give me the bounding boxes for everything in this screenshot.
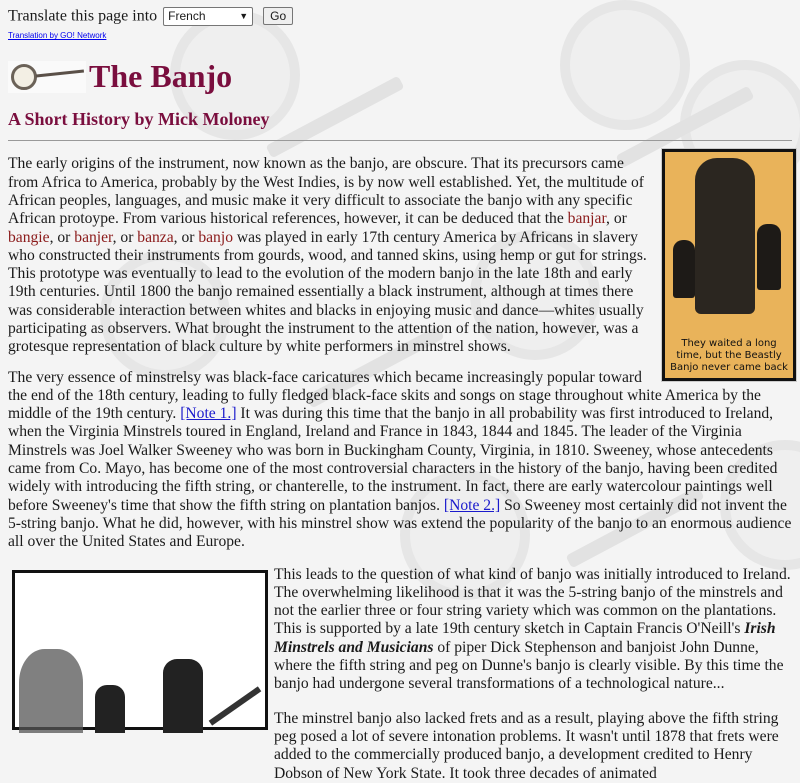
book-title: Irish Minstrels and Musicians: [274, 620, 776, 656]
term-bangie: bangie: [8, 228, 50, 246]
go-button[interactable]: Go: [263, 7, 293, 25]
page-title: The Banjo: [89, 58, 233, 95]
divider: [8, 140, 792, 141]
lower-text: [274, 566, 792, 783]
translate-bar: [8, 0, 792, 46]
banjo-icon: [8, 61, 86, 93]
translate-label: Translate this page into: [8, 7, 158, 25]
beastly-banjo-illustration: [662, 149, 796, 381]
term-banjer: banjer: [74, 228, 113, 246]
title-row: [8, 58, 792, 95]
lower-section: [8, 566, 792, 783]
translation-credit-link[interactable]: Translation by GO! Network: [8, 31, 107, 41]
paragraph-minstrelsy: The very essence of minstrelsy was black-face caricatures which became increasingly popular toward the end of the 18th century, leading to fully fledged black-face skits and songs on stage throughout white America by the middle of the 19th century. [Note 1.] It was during this time that the banjo in all probability was first introduced to Ireland, when the Virginia Minstrels toured in England, Ireland and France in 1843, 1844 and 1845. The leader of the Virginia Minstrels was Joel Walker Sweeney who was born in Buckingham County, Virginia, in 1810. Sweeney, whose antecedents came from Co. Mayo, has become one of the most controversial characters in the history of the banjo, having been credited widely with introducing the fifth string, or chanterelle, to the instrument. In fact, there are early watercolour paintings well before Sweeney's time that show the fifth string on plantation banjos. [Note 2.] So Sweeney most certainly did not invent the 5-string banjo. What he did, however, with his minstrel show was extend the popularity of the banjo to an enormous audience all over the United States and Europe.: [8, 368, 792, 551]
page-subtitle: A Short History by Mick Moloney: [8, 109, 270, 130]
language-select[interactable]: [163, 7, 253, 26]
note-2-link[interactable]: [Note 2.]: [443, 496, 501, 514]
paragraph-introduction-ireland: This leads to the question of what kind of banjo was initially introduced to Ireland. The overwhelming likelihood is that it was the 5-string banjo of the minstrels and not the earlier three or four string variety which was common on the plantations. This is supported by a late 19th century sketch in Captain Francis O'Neill's Irish Minstrels and Musicians of piper Dick Stephenson and banjoist John Dunne, where the fifth string and peg on Dunne's banjo is clearly visible. By this time the banjo had undergone several transformations of a technological nature...: [274, 565, 791, 693]
stephenson-dunne-sketch: [12, 570, 268, 730]
term-banjar: banjar: [567, 210, 607, 228]
term-banjo: banjo: [198, 228, 233, 246]
illustration-caption: They waited a long time, but the Beastly Banjo never came back: [670, 338, 788, 374]
paragraph-origins: The early origins of the instrument, now known as the banjo, are obscure. That its precursors came from Africa to America, probably by the West Indies, is by now well established. Yet, the multitude of African peoples, languages, and music make it very difficult to associate the banjo with any specific African protoype. From various historical references, however, it can be deduced that the banjar, or bangie, or banjer, or banza, or banjo was played in early 17th century America by Africans in slavery who constructed their instruments from gourds, wood, and tanned skins, using hemp or gut for strings. This prototype was eventually to lead to the evolution of the modern banjo in the late 18th and early 19th centuries. Until 1800 the banjo remained essentially a black instrument, although at times there was considerable interaction between whites and blacks in enjoying music and dance—whites usually participating as observers. What brought the instrument to the attention of the nation, however, was a grotesque representation of black culture by white performers in minstrel shows.: [8, 155, 647, 356]
paragraph-frets: The minstrel banjo also lacked frets and as a result, playing above the fifth string peg posed a lot of severe intonation problems. It wasn't until 1878 that frets were added to the commercially produced banjo, a development credited to Henry Dobson of New York State. It took three decades of animated: [274, 709, 779, 782]
note-1-link[interactable]: [Note 1.]: [180, 405, 237, 423]
term-banza: banza: [137, 228, 174, 246]
chevron-down-icon: ▼: [239, 10, 249, 21]
language-select-value: French: [168, 8, 206, 23]
